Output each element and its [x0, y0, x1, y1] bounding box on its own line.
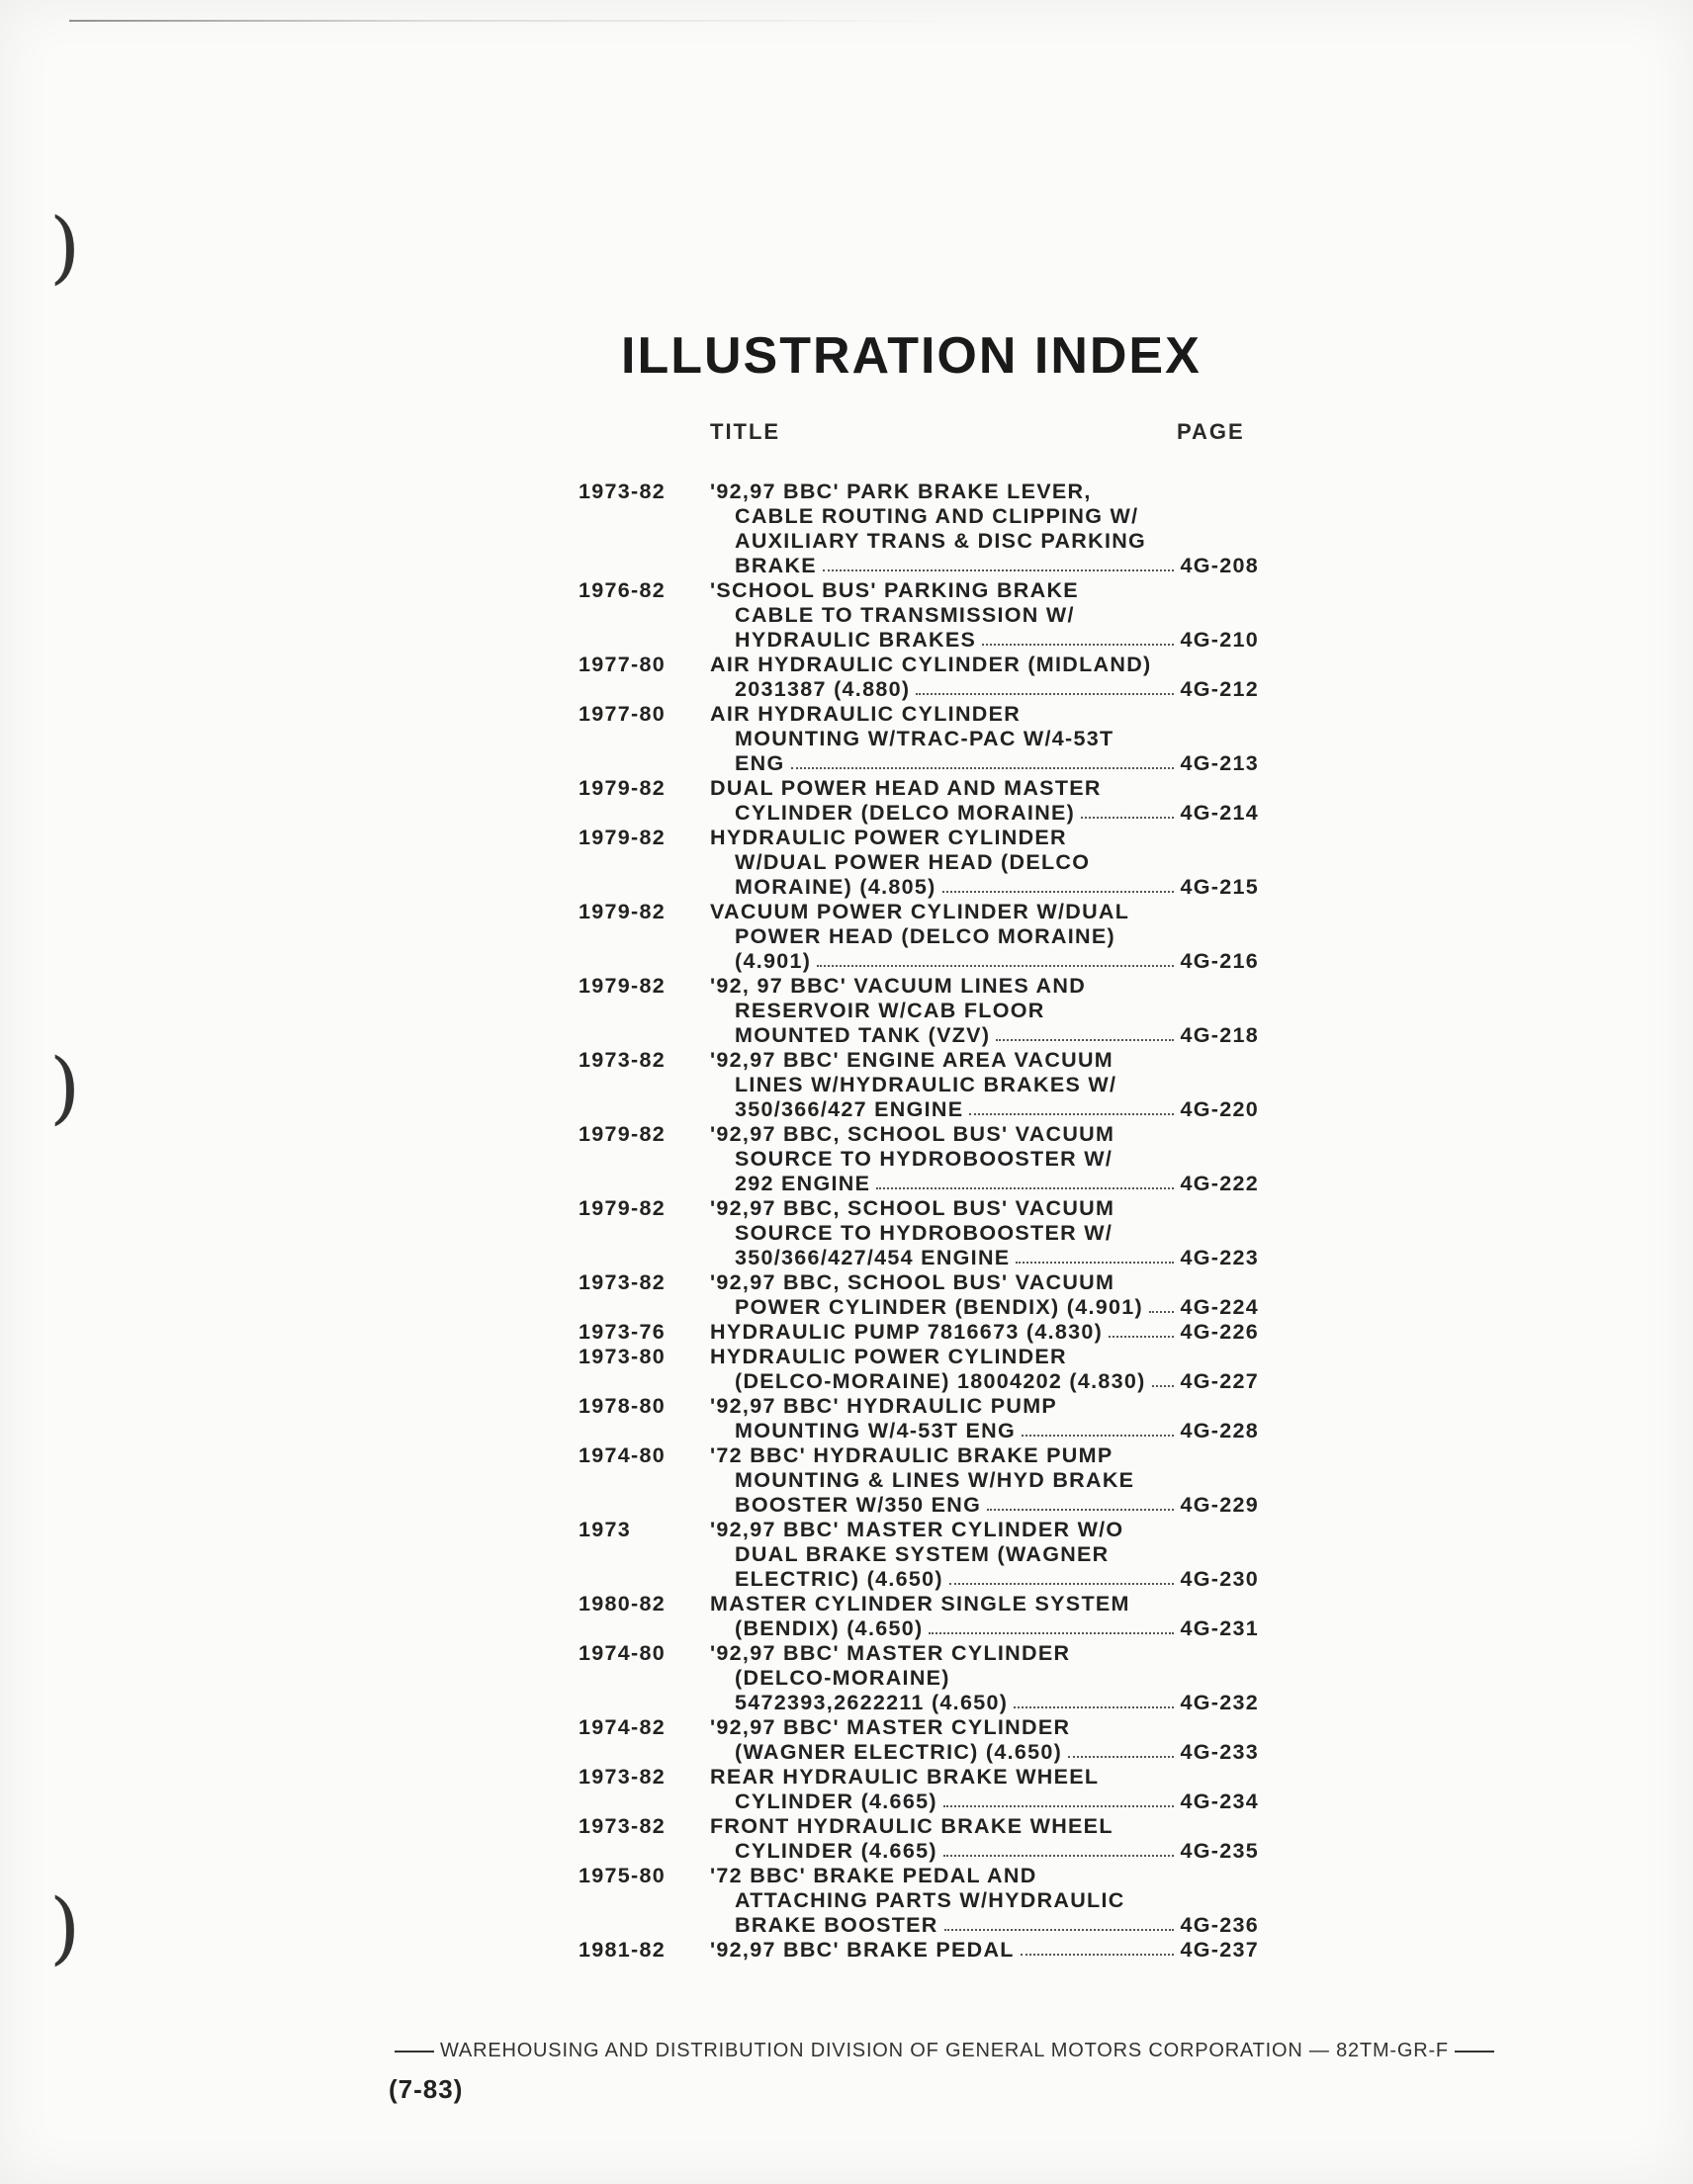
entry-page: 4G-232: [1180, 1691, 1259, 1714]
scan-edge-line: [69, 20, 959, 22]
entry-page: 4G-222: [1180, 1172, 1259, 1195]
entry-title-line: W/DUAL POWER HEAD (DELCO: [735, 850, 1091, 874]
entry-page: 4G-227: [1180, 1369, 1259, 1393]
dot-leader: [987, 1493, 1174, 1511]
index-entry: [579, 1814, 1271, 1864]
entry-title-line: '92,97 BBC' MASTER CYLINDER: [710, 1641, 1071, 1665]
entry-page: 4G-218: [1180, 1023, 1259, 1047]
entry-title-line: POWER HEAD (DELCO MORAINE): [735, 924, 1115, 948]
entry-title-text: 5472393,2622211 (4.650): [735, 1691, 1009, 1714]
entry-title-text: BOOSTER W/350 ENG: [735, 1493, 982, 1517]
entry-title-line: AIR HYDRAULIC CYLINDER (MIDLAND): [710, 653, 1152, 676]
index-entry: [579, 1641, 1271, 1715]
entry-title-line: [710, 949, 1259, 974]
entry-title-line: [710, 1493, 1259, 1518]
entry-title-line: '92,97 BBC, SCHOOL BUS' VACUUM: [710, 1122, 1115, 1146]
entry-page: 4G-236: [1180, 1913, 1259, 1937]
entry-page: 4G-212: [1180, 677, 1259, 701]
entry-title-line: [710, 1839, 1259, 1864]
dot-leader: [916, 677, 1174, 695]
binder-hole-mark: ): [49, 201, 81, 293]
entry-page: 4G-228: [1180, 1419, 1259, 1442]
dot-leader: [982, 628, 1174, 646]
entry-title-text: MOUNTED TANK (VZV): [735, 1023, 991, 1047]
index-entry: [579, 1443, 1271, 1518]
entry-title: [710, 1715, 1271, 1765]
entry-title: [710, 974, 1271, 1048]
entry-title-line: AIR HYDRAULIC CYLINDER: [710, 702, 1022, 726]
entry-title-line: DUAL POWER HEAD AND MASTER: [710, 776, 1102, 800]
entry-year: 1979-82: [579, 826, 667, 849]
dot-leader: [791, 751, 1175, 769]
entry-title-line: '72 BBC' BRAKE PEDAL AND: [710, 1864, 1037, 1887]
entry-title-line: RESERVOIR W/CAB FLOOR: [735, 999, 1045, 1022]
entry-title-text: ENG: [735, 751, 785, 775]
entry-title-line: MASTER CYLINDER SINGLE SYSTEM: [710, 1592, 1130, 1616]
dot-leader: [1152, 1369, 1175, 1387]
entry-title-line: HYDRAULIC POWER CYLINDER: [710, 826, 1067, 849]
column-header-title: TITLE: [710, 419, 781, 444]
entry-year: 1975-80: [579, 1864, 667, 1887]
entry-title-text: 2031387 (4.880): [735, 677, 911, 701]
entry-year: 1979-82: [579, 900, 667, 923]
column-header-page: PAGE: [1177, 419, 1245, 444]
entry-title: [710, 900, 1271, 974]
entry-year: 1981-82: [579, 1938, 667, 1962]
index-entry: [579, 1048, 1271, 1122]
entry-title-line: MOUNTING W/TRAC-PAC W/4-53T: [735, 727, 1114, 750]
entry-title-text: (DELCO-MORAINE) 18004202 (4.830): [735, 1369, 1146, 1393]
entry-title-line: [710, 1938, 1259, 1963]
dot-leader: [823, 554, 1175, 571]
entry-title-text: MOUNTING W/4-53T ENG: [735, 1419, 1017, 1442]
entry-title-line: '92,97 BBC, SCHOOL BUS' VACUUM: [710, 1196, 1115, 1220]
entry-title-line: AUXILIARY TRANS & DISC PARKING: [735, 529, 1147, 553]
entry-title-text: (BENDIX) (4.650): [735, 1616, 924, 1640]
dot-leader: [876, 1172, 1174, 1189]
entry-title-line: [710, 1097, 1259, 1122]
footer-text: WAREHOUSING AND DISTRIBUTION DIVISION OF GENERAL MOTORS CORPORATION — 82TM-GR-F: [440, 2040, 1449, 2061]
index-entry: [579, 1864, 1271, 1938]
dot-leader: [929, 1616, 1174, 1634]
entry-year: 1973: [579, 1518, 632, 1541]
entry-title-text: '92,97 BBC' BRAKE PEDAL: [710, 1938, 1015, 1962]
index-entry: [579, 974, 1271, 1048]
entry-title-line: [710, 1419, 1259, 1443]
footer: [389, 2040, 1500, 2062]
dot-leader: [996, 1023, 1174, 1041]
dot-leader: [1109, 1320, 1174, 1338]
entry-title-line: [710, 1790, 1259, 1814]
dot-leader: [943, 1839, 1175, 1857]
entry-title-line: [710, 677, 1259, 702]
entry-title-line: [710, 875, 1259, 900]
entry-page: 4G-224: [1180, 1295, 1259, 1319]
index-entry: [579, 1320, 1271, 1345]
entry-title: [710, 702, 1271, 776]
date-code: (7-83): [389, 2074, 464, 2104]
index-entry: [579, 826, 1271, 900]
dot-leader: [1016, 1246, 1174, 1264]
dot-leader: [1081, 801, 1174, 819]
index-entry: [579, 1765, 1271, 1814]
entry-title-line: HYDRAULIC POWER CYLINDER: [710, 1345, 1067, 1368]
entry-year: 1979-82: [579, 974, 667, 998]
dot-leader: [1021, 1938, 1175, 1956]
entry-year: 1973-82: [579, 1048, 667, 1072]
entry-title-line: [710, 1913, 1259, 1938]
entry-title-text: HYDRAULIC PUMP 7816673 (4.830): [710, 1320, 1104, 1344]
entry-title-text: MORAINE) (4.805): [735, 875, 936, 899]
entry-page: 4G-223: [1180, 1246, 1259, 1269]
entry-title: [710, 1320, 1271, 1345]
index-entry: [579, 1938, 1271, 1963]
entry-year: 1976-82: [579, 578, 667, 602]
entry-page: 4G-210: [1180, 628, 1259, 652]
entry-page: 4G-213: [1180, 751, 1259, 775]
entry-title: [710, 480, 1271, 578]
entry-title-line: '92,97 BBC' HYDRAULIC PUMP: [710, 1394, 1058, 1418]
entry-title: [710, 1592, 1271, 1641]
entry-title-line: CABLE TO TRANSMISSION W/: [735, 603, 1075, 627]
entry-title: [710, 653, 1271, 702]
entry-title-line: LINES W/HYDRAULIC BRAKES W/: [735, 1073, 1117, 1096]
entry-title: [710, 776, 1271, 826]
entry-title-line: SOURCE TO HYDROBOOSTER W/: [735, 1221, 1114, 1245]
entry-title: [710, 1938, 1271, 1963]
dot-leader: [1022, 1419, 1174, 1437]
entry-title-line: [710, 1740, 1259, 1765]
entry-year: 1973-82: [579, 1814, 667, 1838]
entry-year: 1979-82: [579, 1122, 667, 1146]
entry-title-line: (DELCO-MORAINE): [735, 1666, 950, 1690]
dot-leader: [944, 1913, 1175, 1931]
entry-title-line: FRONT HYDRAULIC BRAKE WHEEL: [710, 1814, 1114, 1838]
entry-page: 4G-233: [1180, 1740, 1259, 1764]
entry-title: [710, 1345, 1271, 1394]
entry-year: 1973-82: [579, 1765, 667, 1789]
entry-year: 1973-80: [579, 1345, 667, 1368]
index-entry: [579, 578, 1271, 653]
entry-year: 1973-82: [579, 480, 667, 503]
entry-title-line: [710, 1691, 1259, 1715]
entry-title: [710, 1518, 1271, 1592]
entry-title-line: [710, 1023, 1259, 1048]
index-entry: [579, 702, 1271, 776]
entry-title-line: DUAL BRAKE SYSTEM (WAGNER: [735, 1542, 1110, 1566]
dot-leader: [1068, 1740, 1174, 1758]
entry-title: [710, 578, 1271, 653]
entry-title-line: [710, 1172, 1259, 1196]
entry-page: 4G-208: [1180, 554, 1259, 577]
entry-title-line: [710, 751, 1259, 776]
entry-title-line: '92,97 BBC' ENGINE AREA VACUUM: [710, 1048, 1114, 1072]
entry-title-line: '92,97 BBC' MASTER CYLINDER W/O: [710, 1518, 1124, 1541]
binder-hole-mark: ): [49, 1881, 81, 1973]
entry-title-line: REAR HYDRAULIC BRAKE WHEEL: [710, 1765, 1100, 1789]
entry-title-line: '92, 97 BBC' VACUUM LINES AND: [710, 974, 1087, 998]
entry-year: 1973-76: [579, 1320, 667, 1344]
entry-title-text: (WAGNER ELECTRIC) (4.650): [735, 1740, 1063, 1764]
entry-year: 1977-80: [579, 702, 667, 726]
entry-title-text: ELECTRIC) (4.650): [735, 1567, 943, 1591]
dot-leader: [943, 1790, 1175, 1807]
entry-title-line: MOUNTING & LINES W/HYD BRAKE: [735, 1468, 1135, 1492]
entry-page: 4G-216: [1180, 949, 1259, 973]
index-entry: [579, 1196, 1271, 1270]
index-entry: [579, 1270, 1271, 1320]
entry-title-line: [710, 628, 1259, 653]
index-entry: [579, 1592, 1271, 1641]
entry-year: 1979-82: [579, 776, 667, 800]
entry-title: [710, 1765, 1271, 1814]
entry-title: [710, 1443, 1271, 1518]
entry-title-line: [710, 1295, 1259, 1320]
entry-page: 4G-215: [1180, 875, 1259, 899]
entry-title-text: CYLINDER (4.665): [735, 1790, 937, 1813]
entry-title-text: BRAKE BOOSTER: [735, 1913, 938, 1937]
index-entry: [579, 776, 1271, 826]
entry-title-line: '92,97 BBC' PARK BRAKE LEVER,: [710, 480, 1092, 503]
index-entry: [579, 1715, 1271, 1765]
entry-title-line: '72 BBC' HYDRAULIC BRAKE PUMP: [710, 1443, 1114, 1467]
entry-title-line: ATTACHING PARTS W/HYDRAULIC: [735, 1888, 1125, 1912]
entry-title-line: [710, 1246, 1259, 1270]
entry-page: 4G-237: [1180, 1938, 1259, 1962]
entry-title-text: BRAKE: [735, 554, 817, 577]
entry-title-line: [710, 1567, 1259, 1592]
entry-title-line: [710, 1616, 1259, 1641]
entry-title-text: CYLINDER (4.665): [735, 1839, 937, 1863]
entry-title: [710, 1394, 1271, 1443]
entry-year: 1974-82: [579, 1715, 667, 1739]
entry-title-line: [710, 554, 1259, 578]
dot-leader: [949, 1567, 1175, 1585]
entry-title-line: [710, 1369, 1259, 1394]
index-entry: [579, 653, 1271, 702]
entry-title-line: 'SCHOOL BUS' PARKING BRAKE: [710, 578, 1079, 602]
index-list: [579, 480, 1271, 1963]
entry-title-line: '92,97 BBC' MASTER CYLINDER: [710, 1715, 1071, 1739]
index-entry: [579, 1518, 1271, 1592]
entry-title: [710, 826, 1271, 900]
entry-title: [710, 1270, 1271, 1320]
entry-year: 1974-80: [579, 1641, 667, 1665]
entry-title-line: '92,97 BBC, SCHOOL BUS' VACUUM: [710, 1270, 1115, 1294]
entry-title-line: [710, 1320, 1259, 1345]
dot-leader: [942, 875, 1175, 893]
entry-year: 1974-80: [579, 1443, 667, 1467]
entry-year: 1979-82: [579, 1196, 667, 1220]
dot-leader: [1014, 1691, 1174, 1708]
entry-title: [710, 1196, 1271, 1270]
entry-title: [710, 1122, 1271, 1196]
index-entry: [579, 900, 1271, 974]
entry-title-text: HYDRAULIC BRAKES: [735, 628, 977, 652]
entry-title-text: 350/366/427 ENGINE: [735, 1097, 964, 1121]
page-title: ILLUSTRATION INDEX: [621, 327, 1202, 385]
entry-page: 4G-226: [1180, 1320, 1259, 1344]
entry-page: 4G-230: [1180, 1567, 1259, 1591]
entry-title: [710, 1048, 1271, 1122]
entry-page: 4G-220: [1180, 1097, 1259, 1121]
entry-page: 4G-229: [1180, 1493, 1259, 1517]
entry-page: 4G-231: [1180, 1616, 1259, 1640]
dot-leader: [817, 949, 1174, 967]
dot-leader: [969, 1097, 1174, 1115]
entry-year: 1977-80: [579, 653, 667, 676]
entry-title-text: (4.901): [735, 949, 812, 973]
entry-title-text: CYLINDER (DELCO MORAINE): [735, 801, 1076, 825]
entry-title-text: 292 ENGINE: [735, 1172, 871, 1195]
entry-title: [710, 1814, 1271, 1864]
entry-year: 1978-80: [579, 1394, 667, 1418]
index-entry: [579, 1345, 1271, 1394]
entry-title-line: [710, 801, 1259, 826]
entry-page: 4G-234: [1180, 1790, 1259, 1813]
entry-page: 4G-214: [1180, 801, 1259, 825]
dot-leader: [1149, 1295, 1174, 1313]
entry-year: 1980-82: [579, 1592, 667, 1616]
entry-title-line: CABLE ROUTING AND CLIPPING W/: [735, 504, 1139, 528]
entry-title-text: 350/366/427/454 ENGINE: [735, 1246, 1011, 1269]
entry-title: [710, 1864, 1271, 1938]
entry-title-line: VACUUM POWER CYLINDER W/DUAL: [710, 900, 1130, 923]
entry-title: [710, 1641, 1271, 1715]
index-entry: [579, 480, 1271, 578]
entry-title-line: SOURCE TO HYDROBOOSTER W/: [735, 1147, 1114, 1171]
index-entry: [579, 1394, 1271, 1443]
index-entry: [579, 1122, 1271, 1196]
entry-title-text: POWER CYLINDER (BENDIX) (4.901): [735, 1295, 1144, 1319]
entry-page: 4G-235: [1180, 1839, 1259, 1863]
binder-hole-mark: ): [49, 1041, 81, 1133]
entry-year: 1973-82: [579, 1270, 667, 1294]
